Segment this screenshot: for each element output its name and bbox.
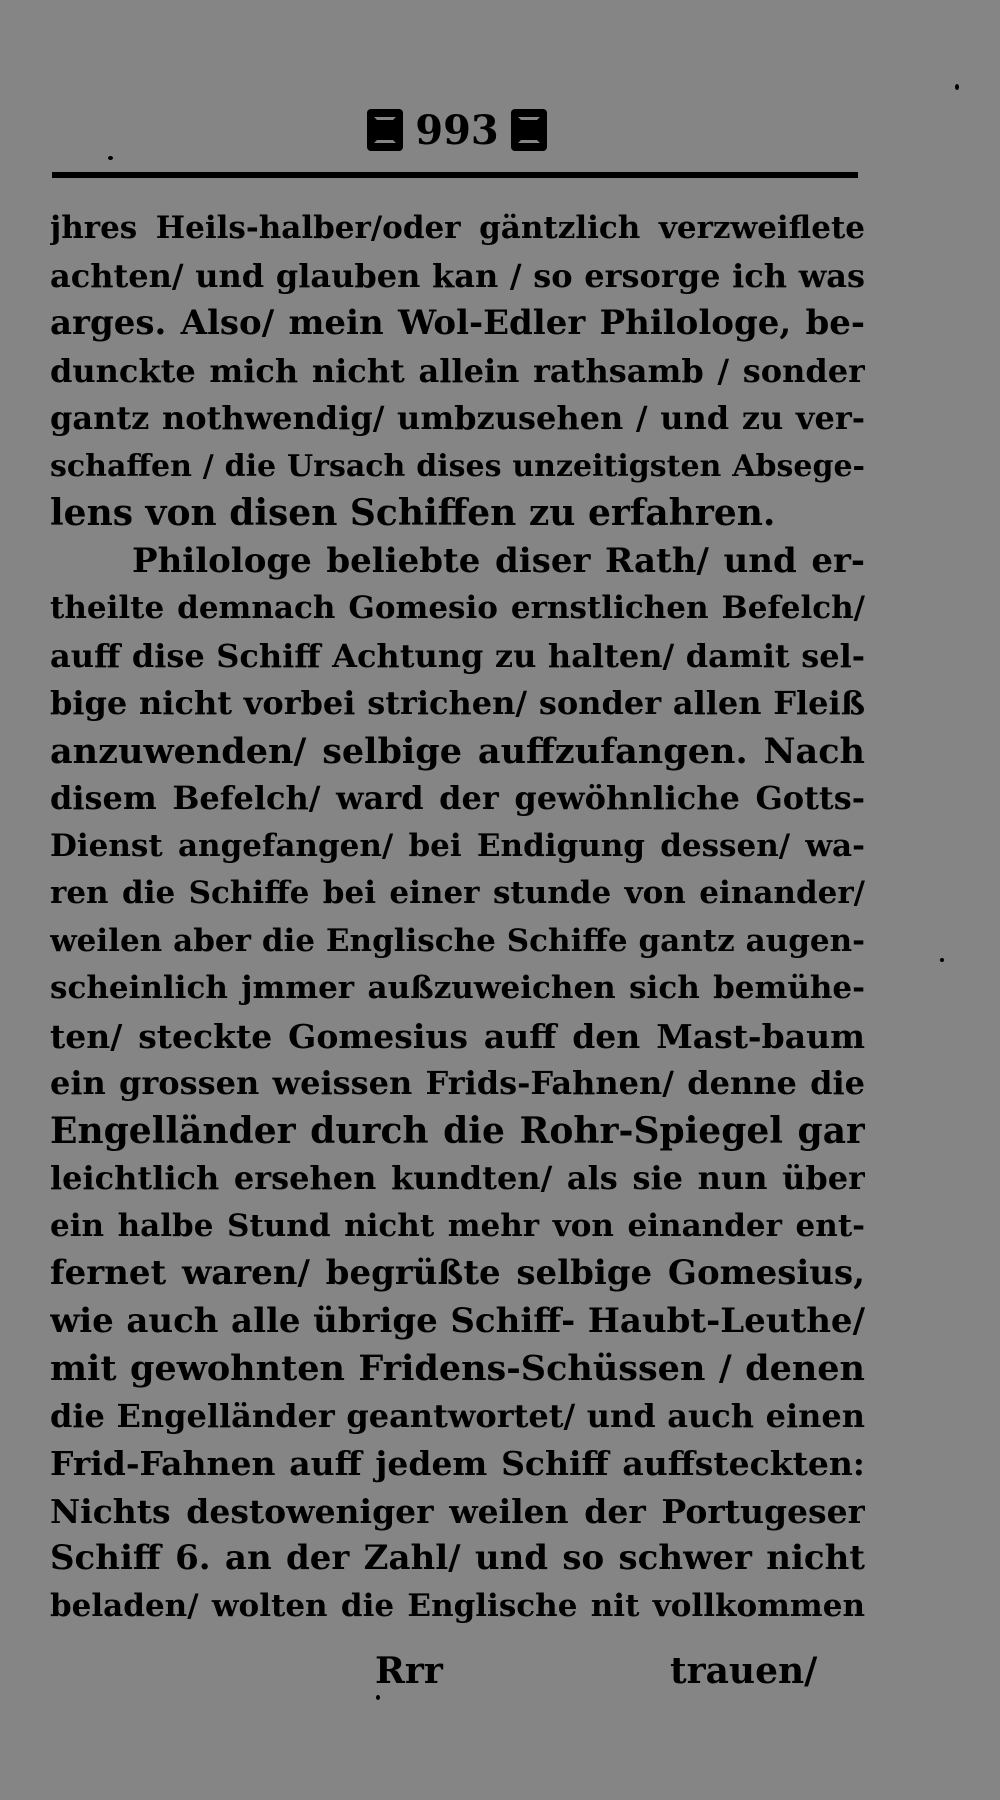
body-text	[50, 205, 865, 1630]
text-line: arges. Also/ mein Wol-Edler Philologe, be-	[50, 303, 865, 343]
page-footer	[50, 1640, 865, 1700]
scan-speck	[940, 958, 944, 962]
text-line: Frid-Fahnen auff jedem Schiff auffsteckten:	[50, 1444, 865, 1483]
scan-speck	[108, 156, 113, 160]
text-line: jhres Heils-halber/oder gäntzlich verzweiflete	[50, 210, 865, 246]
text-line: fernet waren/ begrüßte selbige Gomesius,	[50, 1253, 865, 1293]
text-line: Philologe beliebte diser Rath/ und er-	[132, 540, 865, 581]
page-header	[352, 100, 562, 160]
text-line: mit gewohnten Fridens-Schüssen / denen	[50, 1348, 865, 1389]
text-line: scheinlich jmmer außzuweichen sich bemühe-	[50, 970, 865, 1006]
text-line: Schiff 6. an der Zahl/ und so schwer nicht	[50, 1538, 865, 1578]
scan-speck	[955, 84, 959, 90]
text-line: beladen/ wolten die Englische nit vollkommen	[50, 1587, 865, 1624]
text-line: ten/ steckte Gomesius auff den Mast-baum	[50, 1016, 865, 1056]
text-line: Nichts destoweniger weilen der Portugeser	[50, 1491, 865, 1531]
text-line: Engelländer durch die Rohr-Spiegel gar	[50, 1109, 865, 1152]
text-line: ren die Schiffe bei einer stunde von einander/	[50, 875, 865, 911]
page-number: 993	[415, 106, 499, 154]
text-line: anzuwenden/ selbige auffzufangen. Nach	[50, 730, 865, 772]
text-line: gantz nothwendig/ umbzusehen / und zu ver-	[50, 399, 865, 437]
scan-speck	[376, 1695, 380, 1700]
text-line: auff dise Schiff Achtung zu halten/ damit sel-	[50, 636, 865, 675]
text-line: leichtlich ersehen kundten/ als sie nun über	[50, 1159, 865, 1197]
text-line: weilen aber die Englische Schiffe gantz augen-	[50, 922, 865, 959]
text-line: wie auch alle übrige Schiff- Haubt-Leuthe/	[50, 1300, 865, 1341]
text-line: die Engelländer geantwortet/ und auch einen	[50, 1396, 865, 1435]
text-line: bige nicht vorbei strichen/ sonder allen Fleiß	[50, 684, 865, 722]
ornament-left-icon	[367, 109, 403, 151]
ornament-right-icon	[511, 109, 547, 151]
text-line: schaffen / die Ursach dises unzeitigsten Absege-	[50, 448, 865, 484]
text-line: disem Befelch/ ward der gewöhnliche Gotts-	[50, 779, 865, 817]
text-line: ein grossen weissen Frids-Fahnen/ denne die	[50, 1064, 865, 1102]
header-rule	[52, 172, 858, 178]
text-line: lens von disen Schiffen zu erfahren.	[50, 492, 776, 534]
catchword: trauen/	[670, 1650, 818, 1692]
text-line: theilte demnach Gomesio ernstlichen Befelch/	[50, 590, 865, 626]
text-line: dunckte mich nicht allein rathsamb / sonder	[50, 351, 865, 390]
signature-mark: Rrr	[375, 1650, 443, 1692]
text-line: Dienst angefangen/ bei Endigung dessen/ wa-	[50, 827, 865, 864]
text-line: achten/ und glauben kan / so ersorge ich was	[50, 256, 865, 295]
text-line: ein halbe Stund nicht mehr von einander ent-	[50, 1207, 865, 1244]
